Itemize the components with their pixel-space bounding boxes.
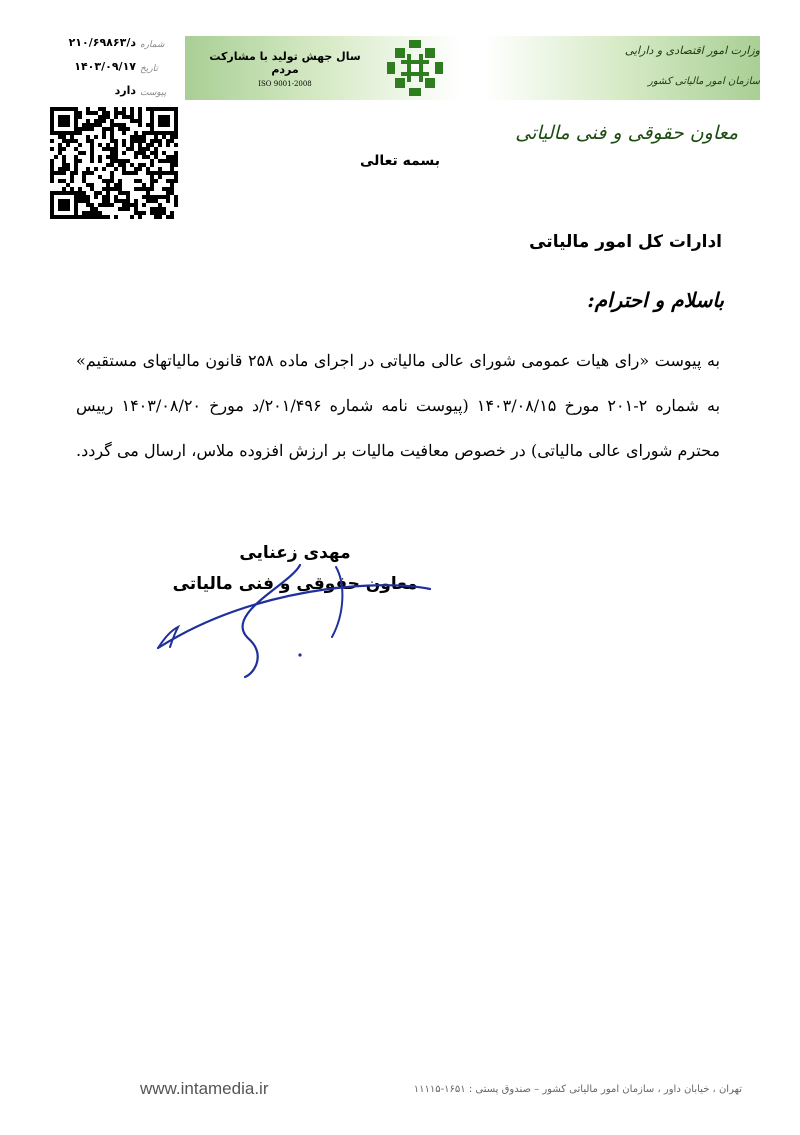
recipient-line: ادارات کل امور مالیاتی [529,232,722,252]
footer-address: تهران ، خیابان داور ، سازمان امور مالیاتی کشور – صندوق پستی : ۱۶۵۱-۱۱۱۱۵ [413,1084,742,1095]
signatory-name: مهدی زعنایی [239,543,351,563]
letter-number: د/۲۱۰/۶۹۸۶۳ [68,36,136,49]
date-label: تاریخ [140,64,158,74]
bismillah-heading: بسمه تعالی [359,153,441,169]
organization-emblem-icon [385,38,445,98]
slogan: سال جهش تولید با مشارکت مردم [209,50,361,76]
qr-code-icon [50,107,178,219]
letter-body: به پیوست «رای هیات عمومی شورای عالی مالیاتی در اجرای ماده ۲۵۸ قانون مالیاتهای مستقیم» به شماره ۲-۲۰۱ مورخ ۱۴۰۳/۰۸/۱۵ (پیوست نامه شماره ۲۰۱/۴۹۶/د مورخ ۱۴۰۳/۰۸/۲۰ رییس محترم شورای عالی مالیاتی) در خصوص معافیت مالیات بر ارزش افزوده ملاس، ارسال می گردد. [76,351,721,460]
number-label: شماره [140,40,165,50]
organization-name: سازمان امور مالیاتی کشور [648,76,760,87]
ministry-name: وزارت امور اقتصادی و دارایی [624,44,760,57]
greeting-line: باسلام و احترام: [587,288,724,312]
deputy-heading: معاون حقوقی و فنی مالیاتی [515,122,738,144]
letter-date: ۱۴۰۳/۰۹/۱۷ [74,60,136,73]
iso-certification: ISO 9001-2008 [258,80,312,88]
attachment-label: پیوست [140,88,167,98]
signatory-title: معاون حقوقی و فنی مالیاتی [172,574,418,594]
footer-website: www.intamedia.ir [140,1079,269,1098]
attachment-status: دارد [114,84,136,97]
